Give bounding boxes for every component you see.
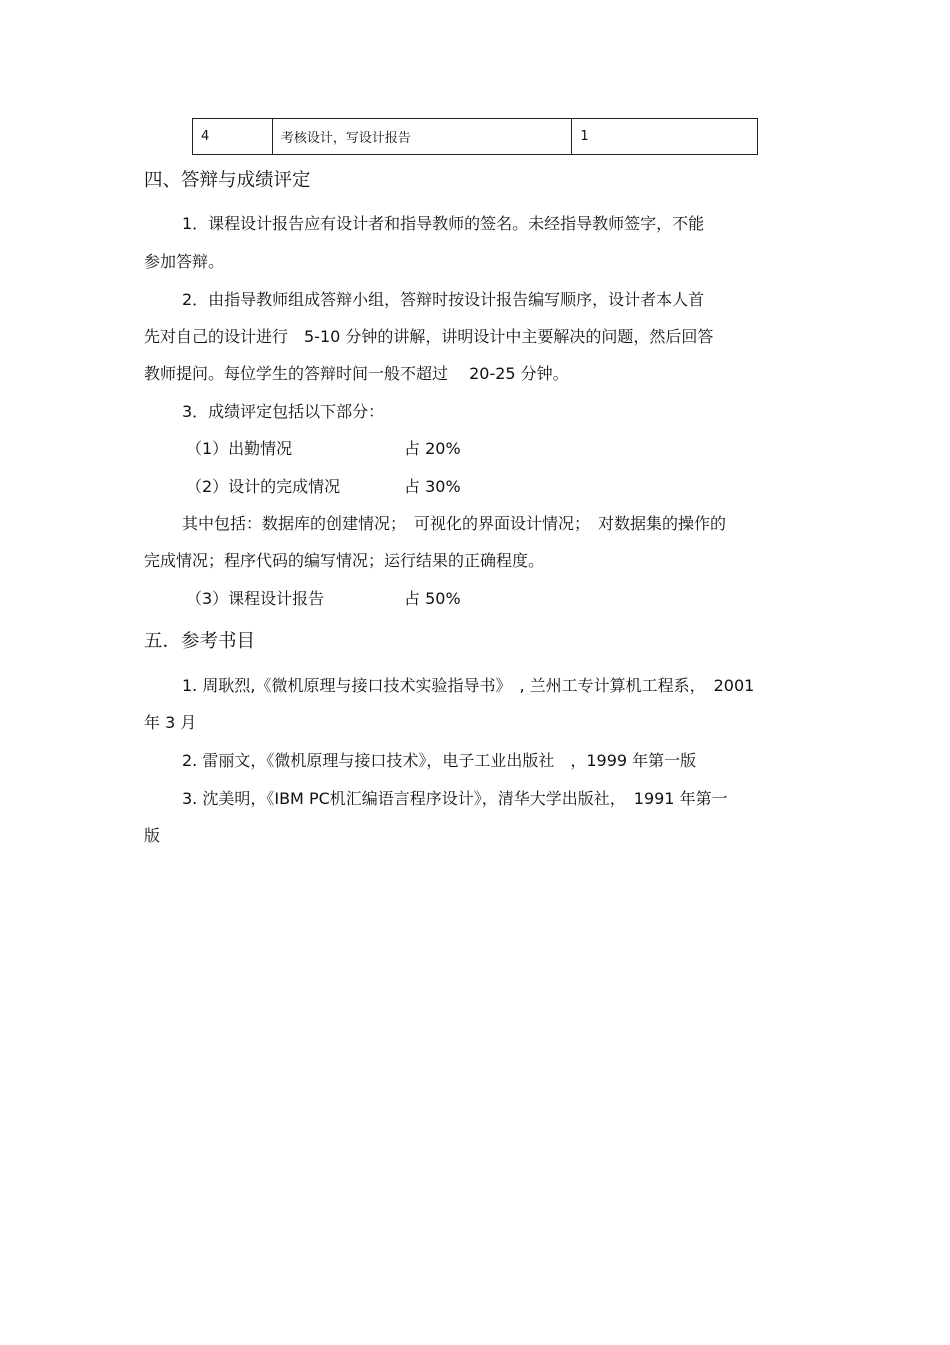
table-row: [193, 119, 758, 155]
section5-heading: 五．参考书目: [144, 631, 256, 652]
reference-3-line-1: 3. 沈美明，《IBM PC机汇编语言程序设计》，清华大学出版社， 1991 年第一: [182, 789, 728, 808]
grade-item-3: [186, 588, 461, 610]
paragraph-2-line-1: 2．由指导教师组成答辩小组，答辩时按设计报告编写顺序，设计者本人首: [182, 290, 705, 309]
reference-1-line-2: 年 3 月: [144, 713, 197, 732]
schedule-table: [192, 118, 758, 155]
grade-item-value: 占 20%: [404, 439, 461, 458]
grade-item-label: （1）出勤情况: [186, 439, 293, 458]
table-cell-weeks: 1: [572, 119, 758, 155]
grade-item-label: （2）设计的完成情况: [186, 477, 341, 496]
reference-2: 2. 雷丽文，《微机原理与接口技术》，电子工业出版社 ，1999 年第一版: [182, 751, 697, 770]
reference-1-line-1: 1. 周耿烈,《微机原理与接口技术实验指导书》 , 兰州工专计算机工程系， 2001: [182, 676, 755, 695]
grade-item-label: （3）课程设计报告: [186, 589, 325, 608]
detail-line-2: 完成情况；程序代码的编写情况；运行结果的正确程度。: [144, 551, 545, 570]
paragraph-3: 3．成绩评定包括以下部分：: [182, 402, 385, 421]
paragraph-1-line-2: 参加答辩。: [144, 252, 225, 271]
grade-item-value: 占 50%: [404, 589, 461, 608]
section4-heading: 四、答辩与成绩评定: [144, 170, 311, 191]
paragraph-1-line-1: 1．课程设计报告应有设计者和指导教师的签名。未经指导教师签字，不能: [182, 214, 705, 233]
grade-item-2: [186, 476, 461, 498]
paragraph-2-line-2: 先对自己的设计进行 5-10 分钟的讲解，讲明设计中主要解决的问题，然后回答: [144, 327, 714, 346]
reference-3-line-2: 版: [144, 826, 161, 845]
table-cell-task: 考核设计，写设计报告: [272, 119, 571, 155]
detail-line-1: 其中包括：数据库的创建情况； 可视化的界面设计情况； 对数据集的操作的: [182, 514, 727, 533]
grade-item-value: 占 30%: [404, 477, 461, 496]
grade-item-1: [186, 438, 461, 460]
paragraph-2-line-3: 教师提问。每位学生的答辩时间一般不超过 20-25 分钟。: [144, 364, 569, 383]
table-cell-index: 4: [193, 119, 273, 155]
